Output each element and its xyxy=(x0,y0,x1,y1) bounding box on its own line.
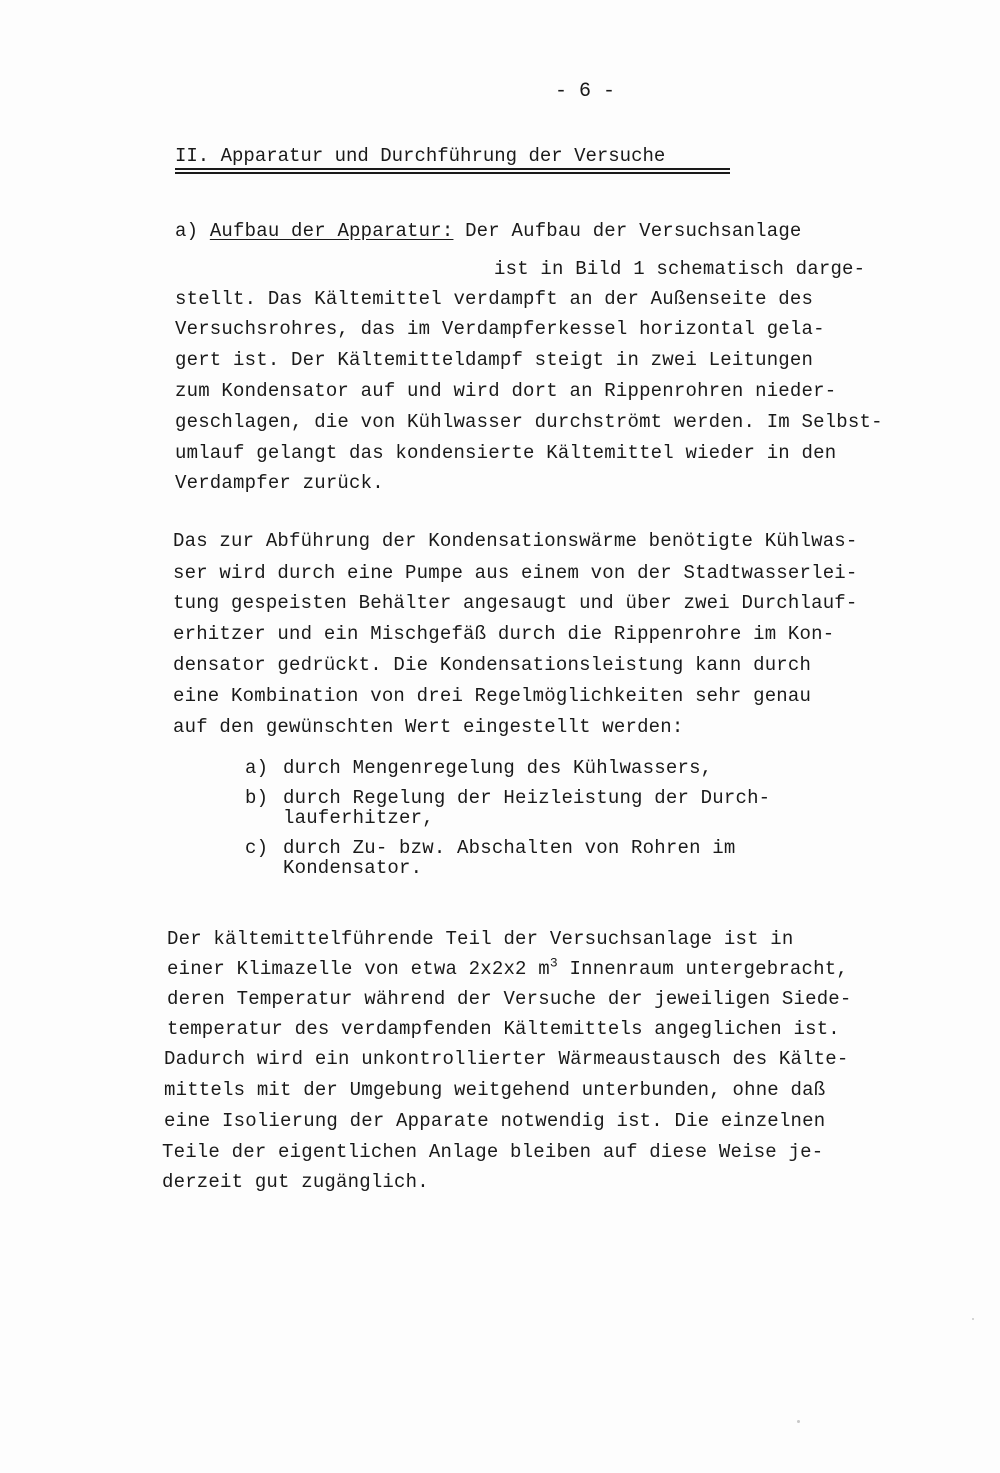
paragraph-line: ist in Bild 1 schematisch darge- xyxy=(494,258,866,280)
paragraph-line: zum Kondensator auf und wird dort an Rippenrohren nieder- xyxy=(175,380,837,402)
paragraph-line: Der kältemittelführende Teil der Versuchsanlage ist in xyxy=(167,928,794,950)
paragraph-line: Das zur Abführung der Kondensationswärme benötigte Kühlwas- xyxy=(173,530,858,552)
section-heading: II. Apparatur und Durchführung der Versuche xyxy=(175,145,666,167)
list-item-text: durch Regelung der Heizleistung der Durch- xyxy=(283,787,771,809)
paragraph-line: stellt. Das Kältemittel verdampft an der Außenseite des xyxy=(175,288,814,310)
list-item-text: Kondensator. xyxy=(283,857,423,879)
paragraph-line: Dadurch wird ein unkontrollierter Wärmeaustausch des Kälte- xyxy=(164,1048,849,1070)
paragraph-line: Der Aufbau der Versuchsanlage xyxy=(465,220,802,242)
paragraph-line: Teile der eigentlichen Anlage bleiben auf diese Weise je- xyxy=(162,1141,824,1163)
paragraph-line: densator gedrückt. Die Kondensationsleistung kann durch xyxy=(173,654,812,676)
paragraph-line: gert ist. Der Kältemitteldampf steigt in zwei Leitungen xyxy=(175,349,814,371)
list-item-text: durch Zu- bzw. Abschalten von Rohren im xyxy=(283,837,736,859)
paragraph-line: erhitzer und ein Mischgefäß durch die Rippenrohre im Kon- xyxy=(173,623,835,645)
section-a-label: Aufbau der Apparatur: xyxy=(209,220,454,242)
paragraph-line: tung gespeisten Behälter angesaugt und über zwei Durchlauf- xyxy=(173,592,858,614)
paragraph-line: mittels mit der Umgebung weitgehend unterbunden, ohne daß xyxy=(164,1079,826,1101)
paragraph-line: ser wird durch eine Pumpe aus einem von der Stadtwasserlei- xyxy=(173,562,858,584)
superscript-exponent: 3 xyxy=(549,955,558,971)
paragraph-line: eine Kombination von drei Regelmöglichkeiten sehr genau xyxy=(173,685,812,707)
scan-speck xyxy=(797,1420,800,1423)
page-number: - 6 - xyxy=(555,80,616,103)
paragraph-line: umlauf gelangt das kondensierte Kältemittel wieder in den xyxy=(175,442,837,464)
paragraph-line: Versuchsrohres, das im Verdampferkessel horizontal gela- xyxy=(175,318,825,340)
list-item-text: durch Mengenregelung des Kühlwassers, xyxy=(283,757,713,779)
paragraph-line: derzeit gut zugänglich. xyxy=(162,1171,429,1193)
list-item-marker: a) xyxy=(245,757,269,779)
list-item-text: lauferhitzer, xyxy=(283,807,434,829)
text-fragment: Innenraum untergebracht, xyxy=(557,958,848,980)
paragraph-line: geschlagen, die von Kühlwasser durchströmt werden. Im Selbst- xyxy=(175,411,883,433)
section-a-first-line xyxy=(175,220,802,242)
scan-speck xyxy=(972,1318,974,1320)
paragraph-line: eine Isolierung der Apparate notwendig ist. Die einzelnen xyxy=(164,1110,826,1132)
text-fragment: einer Klimazelle von etwa 2x2x2 m xyxy=(167,958,550,980)
list-item-marker: b) xyxy=(245,787,269,809)
paragraph-line: temperatur des verdampfenden Kältemittels angeglichen ist. xyxy=(167,1018,840,1040)
heading-double-underline xyxy=(175,168,730,174)
paragraph-line: deren Temperatur während der Versuche der jeweiligen Siede- xyxy=(167,988,852,1010)
paragraph-line xyxy=(167,955,848,980)
paragraph-line: Verdampfer zurück. xyxy=(175,472,384,494)
list-item-marker: c) xyxy=(245,837,269,859)
section-a-marker: a) xyxy=(175,220,199,242)
paragraph-line: auf den gewünschten Wert eingestellt werden: xyxy=(173,716,684,738)
